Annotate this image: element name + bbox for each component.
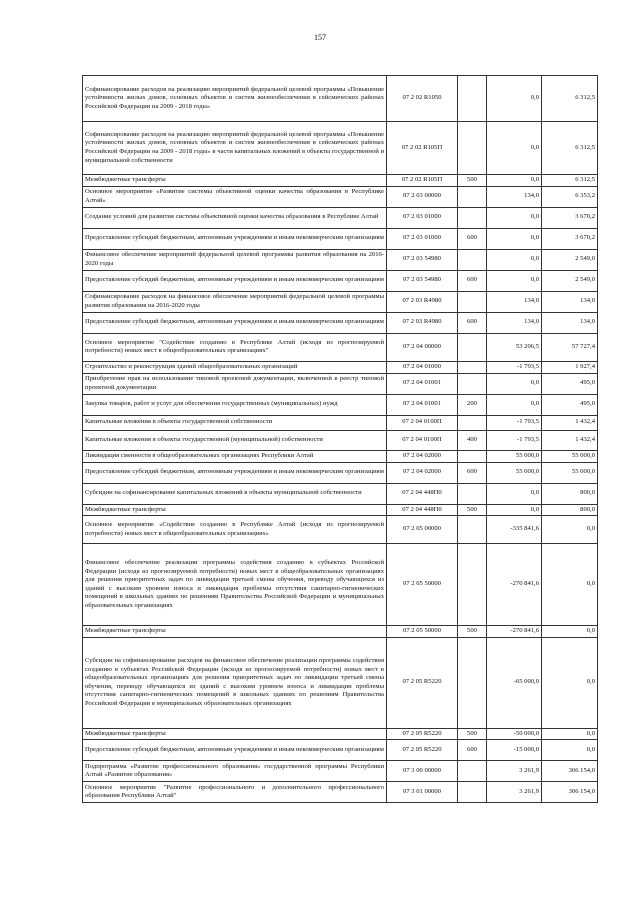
table-row: [83, 312, 598, 333]
amount-total-cell: 0,0: [542, 728, 598, 740]
amount-total-cell: 57 727,4: [542, 333, 598, 361]
name-cell: Софинансирование расходов на финансовое обеспечение мероприятий федеральной целевой программы развития образования на 2016-2020 годы: [83, 291, 387, 312]
amount-total-cell: 3 670,2: [542, 228, 598, 249]
code-cell: 07 2 03 01000: [387, 207, 458, 228]
expense-type-cell: 200: [458, 394, 487, 415]
code-cell: 07 2 05 50000: [387, 544, 458, 626]
name-cell: Основное мероприятие «Развитие системы объективной оценки качества образования в Республике Алтай»: [83, 186, 387, 207]
amount-total-cell: 0,0: [542, 516, 598, 544]
expense-type-cell: [458, 483, 487, 504]
expense-type-cell: 500: [458, 626, 487, 638]
amount-change-cell: -50 000,0: [487, 728, 542, 740]
code-cell: 07 2 04 448П0: [387, 504, 458, 516]
expense-type-cell: [458, 761, 487, 782]
code-cell: 07 2 03 54980: [387, 270, 458, 291]
code-cell: 07 2 02 R105П: [387, 175, 458, 187]
amount-total-cell: 1 432,4: [542, 415, 598, 430]
name-cell: Закупка товаров, работ и услуг для обеспечения государственных (муниципальных) нужд: [83, 394, 387, 415]
name-cell: Субсидии на софинансирование расходов на финансовое обеспечение реализации программы содействия созданию в субъектах Российской Федерации (исходя из прогнозируемой потребности) новых мест в общеобразовательных организациях для решения приоритетных задач по ликвидации третьей смены обучения, переводу обучающихся из зданий с высоким уровнем износа и ликвидации проблемы отсутствия санитарно-гигиенических помещений в школьных зданиях по решениям Правительства Российской Федерации в муниципальных образовательных организациях: [83, 637, 387, 728]
amount-change-cell: 0,0: [487, 175, 542, 187]
name-cell: Межбюджетные трансферты: [83, 504, 387, 516]
name-cell: Предоставление субсидий бюджетным, автономным учреждениям и иным некоммерческим организациям: [83, 462, 387, 483]
name-cell: Капитальные вложения в объекты государственной собственности: [83, 415, 387, 430]
amount-change-cell: 0,0: [487, 228, 542, 249]
amount-change-cell: 0,0: [487, 483, 542, 504]
amount-total-cell: 306 154,0: [542, 782, 598, 803]
amount-change-cell: 0,0: [487, 270, 542, 291]
code-cell: 07 3 00 00000: [387, 761, 458, 782]
name-cell: Софинансирование расходов на реализацию мероприятий федеральной целевой программы «Повышение устойчивости жилых домов, основных объектов и систем жизнеобеспечения в сейсмических районах Российской Федерации на 2009 - 2018 годы»: [83, 76, 387, 122]
table-row: [83, 228, 598, 249]
code-cell: 07 2 02 R1050: [387, 76, 458, 122]
table-row: [83, 728, 598, 740]
code-cell: 07 2 05 00000: [387, 516, 458, 544]
amount-change-cell: 55 000,0: [487, 462, 542, 483]
table-row: [83, 207, 598, 228]
expense-type-cell: [458, 415, 487, 430]
code-cell: 07 2 03 54980: [387, 249, 458, 270]
expense-type-cell: [458, 637, 487, 728]
name-cell: Софинансирование расходов на реализацию мероприятий федеральной целевой программы «Повышение устойчивости жилых домов, основных объектов и систем жизнеобеспечения в сейсмических районах Российской Федерации на 2009 - 2018 годы» в части капитальных вложений в объекты государственной и муниципальной собственности: [83, 122, 387, 175]
amount-change-cell: -270 841,6: [487, 626, 542, 638]
expense-type-cell: [458, 516, 487, 544]
expense-type-cell: [458, 333, 487, 361]
expense-type-cell: [458, 186, 487, 207]
amount-change-cell: 0,0: [487, 122, 542, 175]
table-row: [83, 626, 598, 638]
name-cell: Ликвидация сменности в общеобразовательных организациях Республики Алтай: [83, 450, 387, 462]
table-row: [83, 249, 598, 270]
code-cell: 07 2 04 01000: [387, 361, 458, 373]
expense-type-cell: 500: [458, 175, 487, 187]
name-cell: Межбюджетные трансферты: [83, 175, 387, 187]
amount-total-cell: 55 000,0: [542, 462, 598, 483]
amount-total-cell: 306 154,0: [542, 761, 598, 782]
table-row: [83, 637, 598, 728]
amount-total-cell: 6 312,5: [542, 76, 598, 122]
expense-type-cell: [458, 207, 487, 228]
table-row: [83, 740, 598, 761]
expense-type-cell: [458, 122, 487, 175]
table-row: [83, 761, 598, 782]
amount-total-cell: 134,0: [542, 312, 598, 333]
expense-type-cell: 600: [458, 312, 487, 333]
amount-total-cell: 0,0: [542, 544, 598, 626]
code-cell: 07 2 02 R105П: [387, 122, 458, 175]
amount-change-cell: -335 841,6: [487, 516, 542, 544]
expense-type-cell: 600: [458, 740, 487, 761]
budget-table: [82, 75, 598, 803]
name-cell: Создание условий для развития системы объективной оценки качества образования в Республике Алтай: [83, 207, 387, 228]
amount-total-cell: 495,0: [542, 394, 598, 415]
amount-change-cell: 0,0: [487, 504, 542, 516]
amount-change-cell: -270 841,6: [487, 544, 542, 626]
name-cell: Строительство и реконструкция зданий общеобразовательных организаций: [83, 361, 387, 373]
expense-type-cell: 500: [458, 504, 487, 516]
amount-total-cell: 800,0: [542, 504, 598, 516]
name-cell: Предоставление субсидий бюджетным, автономным учреждениям и иным некоммерческим организациям: [83, 740, 387, 761]
name-cell: Предоставление субсидий бюджетным, автономным учреждениям и иным некоммерческим организациям: [83, 270, 387, 291]
code-cell: 07 2 04 0100П: [387, 430, 458, 450]
expense-type-cell: 600: [458, 270, 487, 291]
name-cell: Субсидии на софинансирование капитальных вложений в объекты муниципальной собственности: [83, 483, 387, 504]
expense-type-cell: [458, 291, 487, 312]
name-cell: Финансовое обеспечение мероприятий федеральной целевой программы развития образования на 2016-2020 годы: [83, 249, 387, 270]
code-cell: 07 2 05 R5220: [387, 740, 458, 761]
amount-change-cell: 0,0: [487, 76, 542, 122]
table-row: [83, 782, 598, 803]
amount-change-cell: -1 793,5: [487, 361, 542, 373]
code-cell: 07 2 04 448П0: [387, 483, 458, 504]
table-row: [83, 462, 598, 483]
table-row: [83, 122, 598, 175]
amount-total-cell: 495,0: [542, 373, 598, 394]
table-row: [83, 361, 598, 373]
amount-total-cell: 2 549,0: [542, 270, 598, 291]
name-cell: Финансовое обеспечение реализации программы содействия созданию в субъектах Российской Федерации (исходя из прогнозируемой потребности) новых мест в общеобразовательных организациях для решения приоритетных задач по ликвидации третьей смены обучения, переводу обучающихся из зданий с высоким уровнем износа и ликвидация проблемы отсутствия санитарно-гигиенических помещений в школьных зданиях по решениям Правительства Российской Федерации и муниципальных образовательных организациях: [83, 544, 387, 626]
amount-total-cell: 2 549,0: [542, 249, 598, 270]
amount-total-cell: 0,0: [542, 740, 598, 761]
code-cell: 07 2 03 01000: [387, 228, 458, 249]
name-cell: Основное мероприятие "Развитие профессионального и дополнительного профессионального образования Республики Алтай": [83, 782, 387, 803]
expense-type-cell: 600: [458, 462, 487, 483]
code-cell: 07 2 04 0100П: [387, 415, 458, 430]
amount-total-cell: 134,0: [542, 291, 598, 312]
amount-total-cell: 1 432,4: [542, 430, 598, 450]
name-cell: Предоставление субсидий бюджетным, автономным учреждениям и иным некоммерческим организациям: [83, 312, 387, 333]
name-cell: Межбюджетные трансферты: [83, 626, 387, 638]
code-cell: 07 2 03 R4980: [387, 291, 458, 312]
amount-change-cell: -1 793,5: [487, 430, 542, 450]
amount-total-cell: 6 353,2: [542, 186, 598, 207]
table-row: [83, 333, 598, 361]
amount-change-cell: 0,0: [487, 394, 542, 415]
expense-type-cell: 600: [458, 228, 487, 249]
name-cell: Основное мероприятие «Содействие созданию в Республике Алтай (исходя из прогнозируемой потребности) новых мест в общеобразовательных организациях»: [83, 516, 387, 544]
expense-type-cell: [458, 450, 487, 462]
code-cell: 07 2 05 R5220: [387, 728, 458, 740]
amount-change-cell: -1 793,5: [487, 415, 542, 430]
amount-total-cell: 55 000,0: [542, 450, 598, 462]
amount-total-cell: 6 312,5: [542, 122, 598, 175]
table-row: [83, 450, 598, 462]
amount-change-cell: 0,0: [487, 373, 542, 394]
amount-change-cell: 134,0: [487, 186, 542, 207]
amount-total-cell: 6 312,5: [542, 175, 598, 187]
amount-total-cell: 0,0: [542, 637, 598, 728]
budget-table-body: [83, 76, 598, 803]
expense-type-cell: [458, 361, 487, 373]
table-row: [83, 516, 598, 544]
page-number: 157: [314, 33, 326, 42]
amount-change-cell: 53 206,5: [487, 333, 542, 361]
expense-type-cell: 400: [458, 430, 487, 450]
expense-type-cell: [458, 782, 487, 803]
code-cell: 07 3 01 00000: [387, 782, 458, 803]
amount-change-cell: 0,0: [487, 249, 542, 270]
expense-type-cell: [458, 76, 487, 122]
code-cell: 07 2 05 50000: [387, 626, 458, 638]
amount-change-cell: 134,0: [487, 291, 542, 312]
amount-total-cell: 0,0: [542, 626, 598, 638]
expense-type-cell: [458, 373, 487, 394]
amount-change-cell: -65 000,0: [487, 637, 542, 728]
table-row: [83, 544, 598, 626]
name-cell: Предоставление субсидий бюджетным, автономным учреждениям и иным некоммерческим организациям: [83, 228, 387, 249]
name-cell: Подпрограмма «Развитие профессионального образования» государственной программы Республики Алтай «Развитие образования»: [83, 761, 387, 782]
expense-type-cell: 500: [458, 728, 487, 740]
amount-change-cell: 134,0: [487, 312, 542, 333]
amount-total-cell: 1 927,4: [542, 361, 598, 373]
code-cell: 07 2 04 01001: [387, 373, 458, 394]
code-cell: 07 2 04 01001: [387, 394, 458, 415]
code-cell: 07 2 03 R4980: [387, 312, 458, 333]
table-row: [83, 175, 598, 187]
expense-type-cell: [458, 249, 487, 270]
table-row: [83, 430, 598, 450]
table-row: [83, 504, 598, 516]
table-row: [83, 483, 598, 504]
code-cell: 07 2 04 02000: [387, 462, 458, 483]
code-cell: 07 2 05 R5220: [387, 637, 458, 728]
code-cell: 07 2 03 00000: [387, 186, 458, 207]
code-cell: 07 2 04 00000: [387, 333, 458, 361]
table-row: [83, 186, 598, 207]
amount-change-cell: 0,0: [487, 207, 542, 228]
amount-change-cell: 3 261,9: [487, 761, 542, 782]
amount-total-cell: 800,0: [542, 483, 598, 504]
code-cell: 07 2 04 02000: [387, 450, 458, 462]
table-row: [83, 291, 598, 312]
expense-type-cell: [458, 544, 487, 626]
name-cell: Межбюджетные трансферты: [83, 728, 387, 740]
table-row: [83, 270, 598, 291]
name-cell: Приобретение прав на использование типовой проектной документации, включенной в реестр типовой проектной документации: [83, 373, 387, 394]
amount-total-cell: 3 670,2: [542, 207, 598, 228]
name-cell: Капитальные вложения в объекты государственной (муниципальной) собственности: [83, 430, 387, 450]
amount-change-cell: -15 000,0: [487, 740, 542, 761]
amount-change-cell: 55 000,0: [487, 450, 542, 462]
table-row: [83, 76, 598, 122]
table-row: [83, 373, 598, 394]
name-cell: Основное мероприятие "Содействие созданию в Республике Алтай (исходя из прогнозируемой потребности) новых мест в общеобразовательных организациях": [83, 333, 387, 361]
amount-change-cell: 3 261,9: [487, 782, 542, 803]
table-row: [83, 394, 598, 415]
table-row: [83, 415, 598, 430]
